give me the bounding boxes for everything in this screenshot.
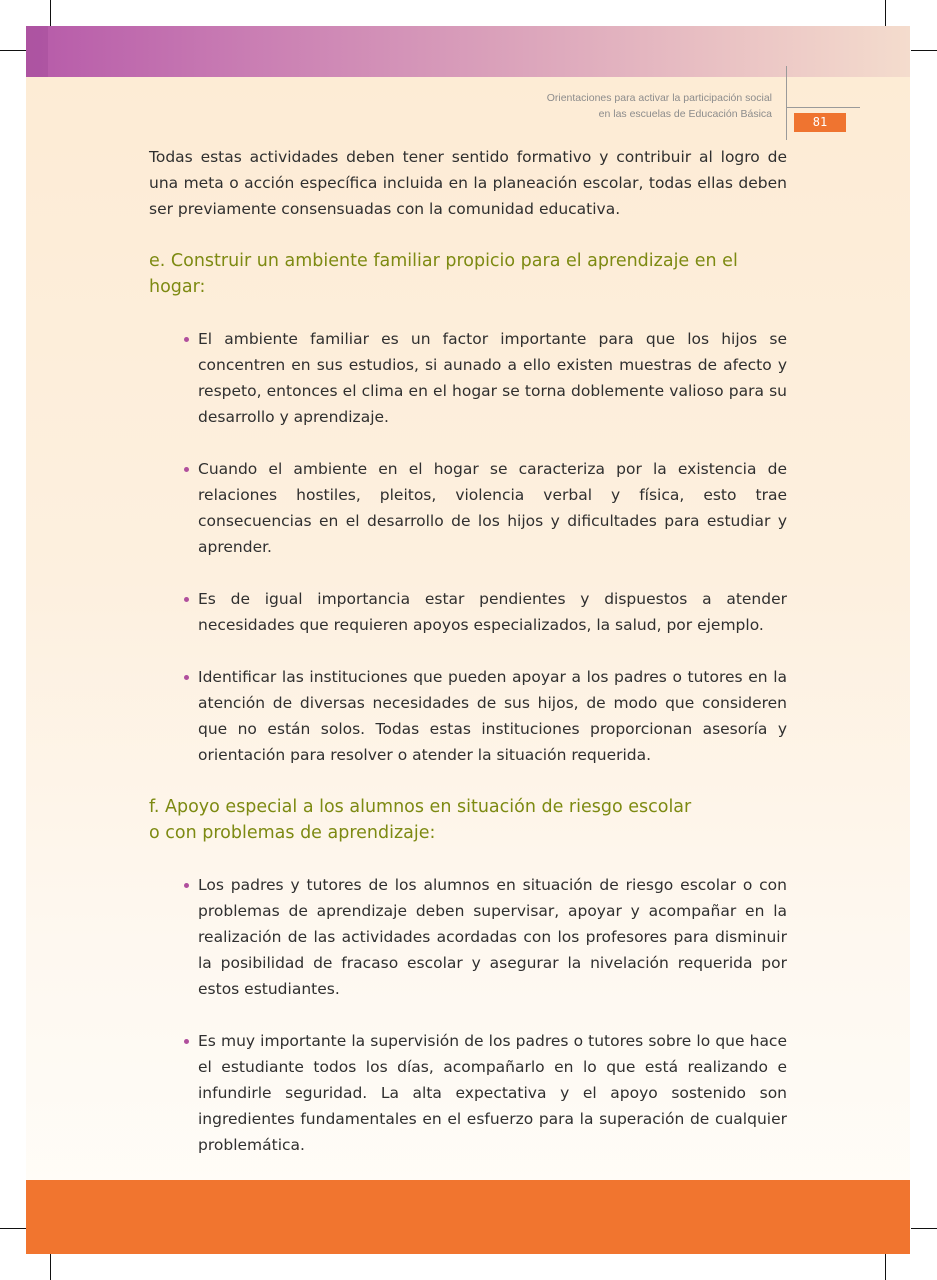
document-page [26, 26, 910, 1254]
list-item-text: Es de igual importancia estar pendientes y dispuestos a atender necesidades que requieren apoyos especializados, la salud, por ejemplo. [198, 590, 787, 634]
intro-paragraph: Todas estas actividades deben tener sentido formativo y contribuir al logro de una meta o acción específica incluida en la planeación escolar, todas ellas deben ser previamente consensuadas con la comunidad educativa. [149, 148, 787, 218]
list-item [198, 456, 787, 560]
main-content [149, 144, 787, 1158]
list-item [198, 326, 787, 430]
bullet-icon [184, 883, 189, 888]
list-item-text: Cuando el ambiente en el hogar se caracteriza por la existencia de relaciones hostiles, pleitos, violencia verbal y física, esto trae consecuencias en el desarrollo de los hijos y dificultades para estudiar y aprender. [198, 460, 787, 556]
list-item-text: Identificar las instituciones que pueden apoyar a los padres o tutores en la atención de diversas necesidades de sus hijos, de modo que consideren que no están solos. Todas estas instituciones proporcionan asesoría y orientación para resolver o atender la situación requerida. [198, 668, 787, 764]
crop-mark [50, 0, 51, 26]
bullet-icon [184, 337, 189, 342]
running-header-line-2: en las escuelas de Educación Básica [598, 108, 772, 120]
running-header [547, 90, 772, 122]
list-item [198, 664, 787, 768]
list-item [198, 872, 787, 1002]
section-f-heading-line-1: f. Apoyo especial a los alumnos en situación de riesgo escolar [149, 797, 692, 817]
header-divider-vertical [786, 66, 787, 140]
bullet-icon [184, 1039, 189, 1044]
header-divider-horizontal [786, 107, 860, 108]
bullet-icon [184, 597, 189, 602]
list-item-text: El ambiente familiar es un factor importante para que los hijos se concentren en sus estudios, si aunado a ello existen muestras de afecto y respeto, entonces el clima en el hogar se torna doblemente valioso para su desarrollo y aprendizaje. [198, 330, 787, 426]
crop-mark [50, 1254, 51, 1280]
section-f-heading-line-2: o con problemas de aprendizaje: [149, 823, 436, 843]
crop-mark [911, 1228, 937, 1229]
section-e-heading: e. Construir un ambiente familiar propicio para el aprendizaje en el hogar: [149, 251, 738, 297]
list-item-text: Los padres y tutores de los alumnos en situación de riesgo escolar o con problemas de aprendizaje deben supervisar, apoyar y acompañar en la realización de las actividades acordadas con los profesores para disminuir la posibilidad de fracaso escolar y asegurar la nivelación requerida por estos estudiantes. [198, 876, 787, 998]
top-color-band [26, 26, 910, 77]
section-f-heading [149, 794, 787, 846]
bullet-icon [184, 675, 189, 680]
list-item [198, 1028, 787, 1158]
crop-mark [885, 0, 886, 26]
section-e-list [149, 326, 787, 768]
section-f-list [149, 872, 787, 1158]
list-item [198, 586, 787, 638]
crop-mark [911, 50, 937, 51]
crop-mark [0, 50, 26, 51]
crop-mark [885, 1254, 886, 1280]
running-header-line-1: Orientaciones para activar la participación social [546, 92, 772, 104]
bottom-color-band [26, 1180, 910, 1254]
page-number: 81 [794, 113, 846, 132]
list-item-text: Es muy importante la supervisión de los padres o tutores sobre lo que hace el estudiante todos los días, acompañarlo en lo que está realizando e infundirle seguridad. La alta expectativa y el apoyo sostenido son ingredientes fundamentales en el esfuerzo para la superación de cualquier problemática. [198, 1032, 787, 1154]
crop-mark [0, 1228, 26, 1229]
bullet-icon [184, 467, 189, 472]
